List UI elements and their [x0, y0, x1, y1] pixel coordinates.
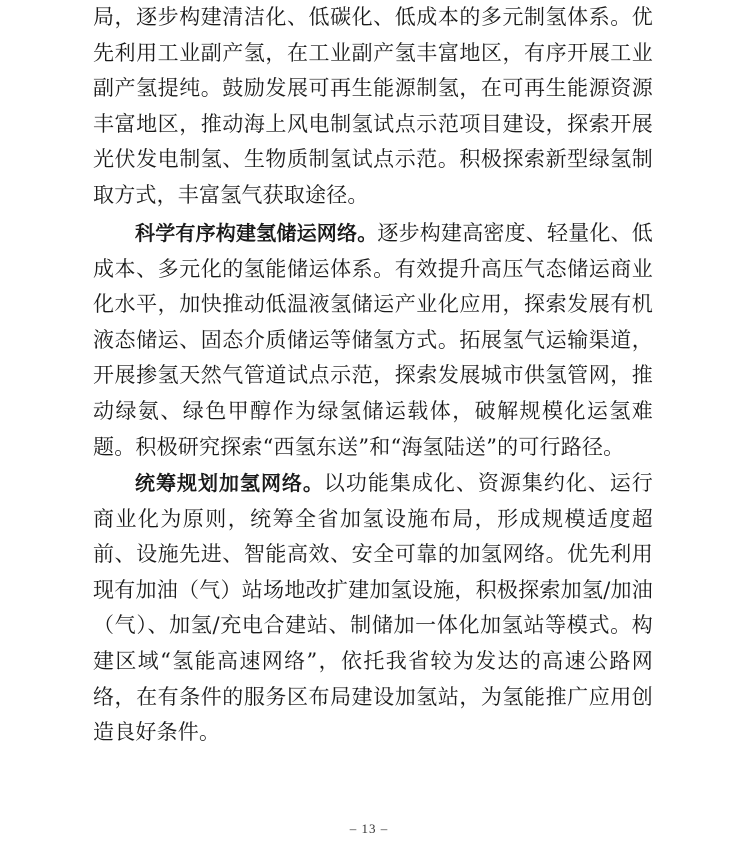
paragraph-refueling-network — [93, 466, 653, 751]
paragraph-body: 以功能集成化、资源集约化、运行商业化为原则，统筹全省加氢设施布局，形成规模适度超前、设施先进、智能高效、安全可靠的加氢网络。优先利用现有加油（气）站场地改扩建加氢设施，积极探索加氢/加油（气）、加氢/充电合建站、制储加一体化加氢站等模式。构建区域“氢能高速网络”，依托我省较为发达的高速公路网络，在有条件的服务区布局建设加氢站，为氢能推广应用创造良好条件。 — [93, 471, 653, 745]
paragraph-heading: 科学有序构建氢储运网络。 — [135, 221, 378, 245]
paragraph-body: 局，逐步构建清洁化、低碳化、低成本的多元制氢体系。优先利用工业副产氢，在工业副产氢丰富地区，有序开展工业副产氢提纯。鼓励发展可再生能源制氢，在可再生能源资源丰富地区，推动海上风电制氢试点示范项目建设，探索开展光伏发电制氢、生物质制氢试点示范。积极探索新型绿氢制取方式，丰富氢气获取途径。 — [93, 5, 653, 207]
paragraph-body: 逐步构建高密度、轻量化、低成本、多元化的氢能储运体系。有效提升高压气态储运商业化水平，加快推动低温液氢储运产业化应用，探索发展有机液态储运、固态介质储运等储氢方式。拓展氢气运输渠道，开展掺氢天然气管道试点示范，探索发展城市供氢管网，推动绿氨、绿色甲醇作为绿氢储运载体，破解规模化运氢难题。积极研究探索“西氢东送”和“海氢陆送”的可行路径。 — [93, 221, 654, 459]
paragraph-hydrogen-production — [93, 0, 653, 214]
paragraph-content — [93, 216, 653, 465]
page-number: – 13 – — [349, 821, 389, 836]
paragraph-content — [93, 466, 653, 751]
paragraph-hydrogen-storage — [93, 216, 653, 465]
paragraph-heading: 统筹规划加氢网络。 — [135, 471, 324, 495]
